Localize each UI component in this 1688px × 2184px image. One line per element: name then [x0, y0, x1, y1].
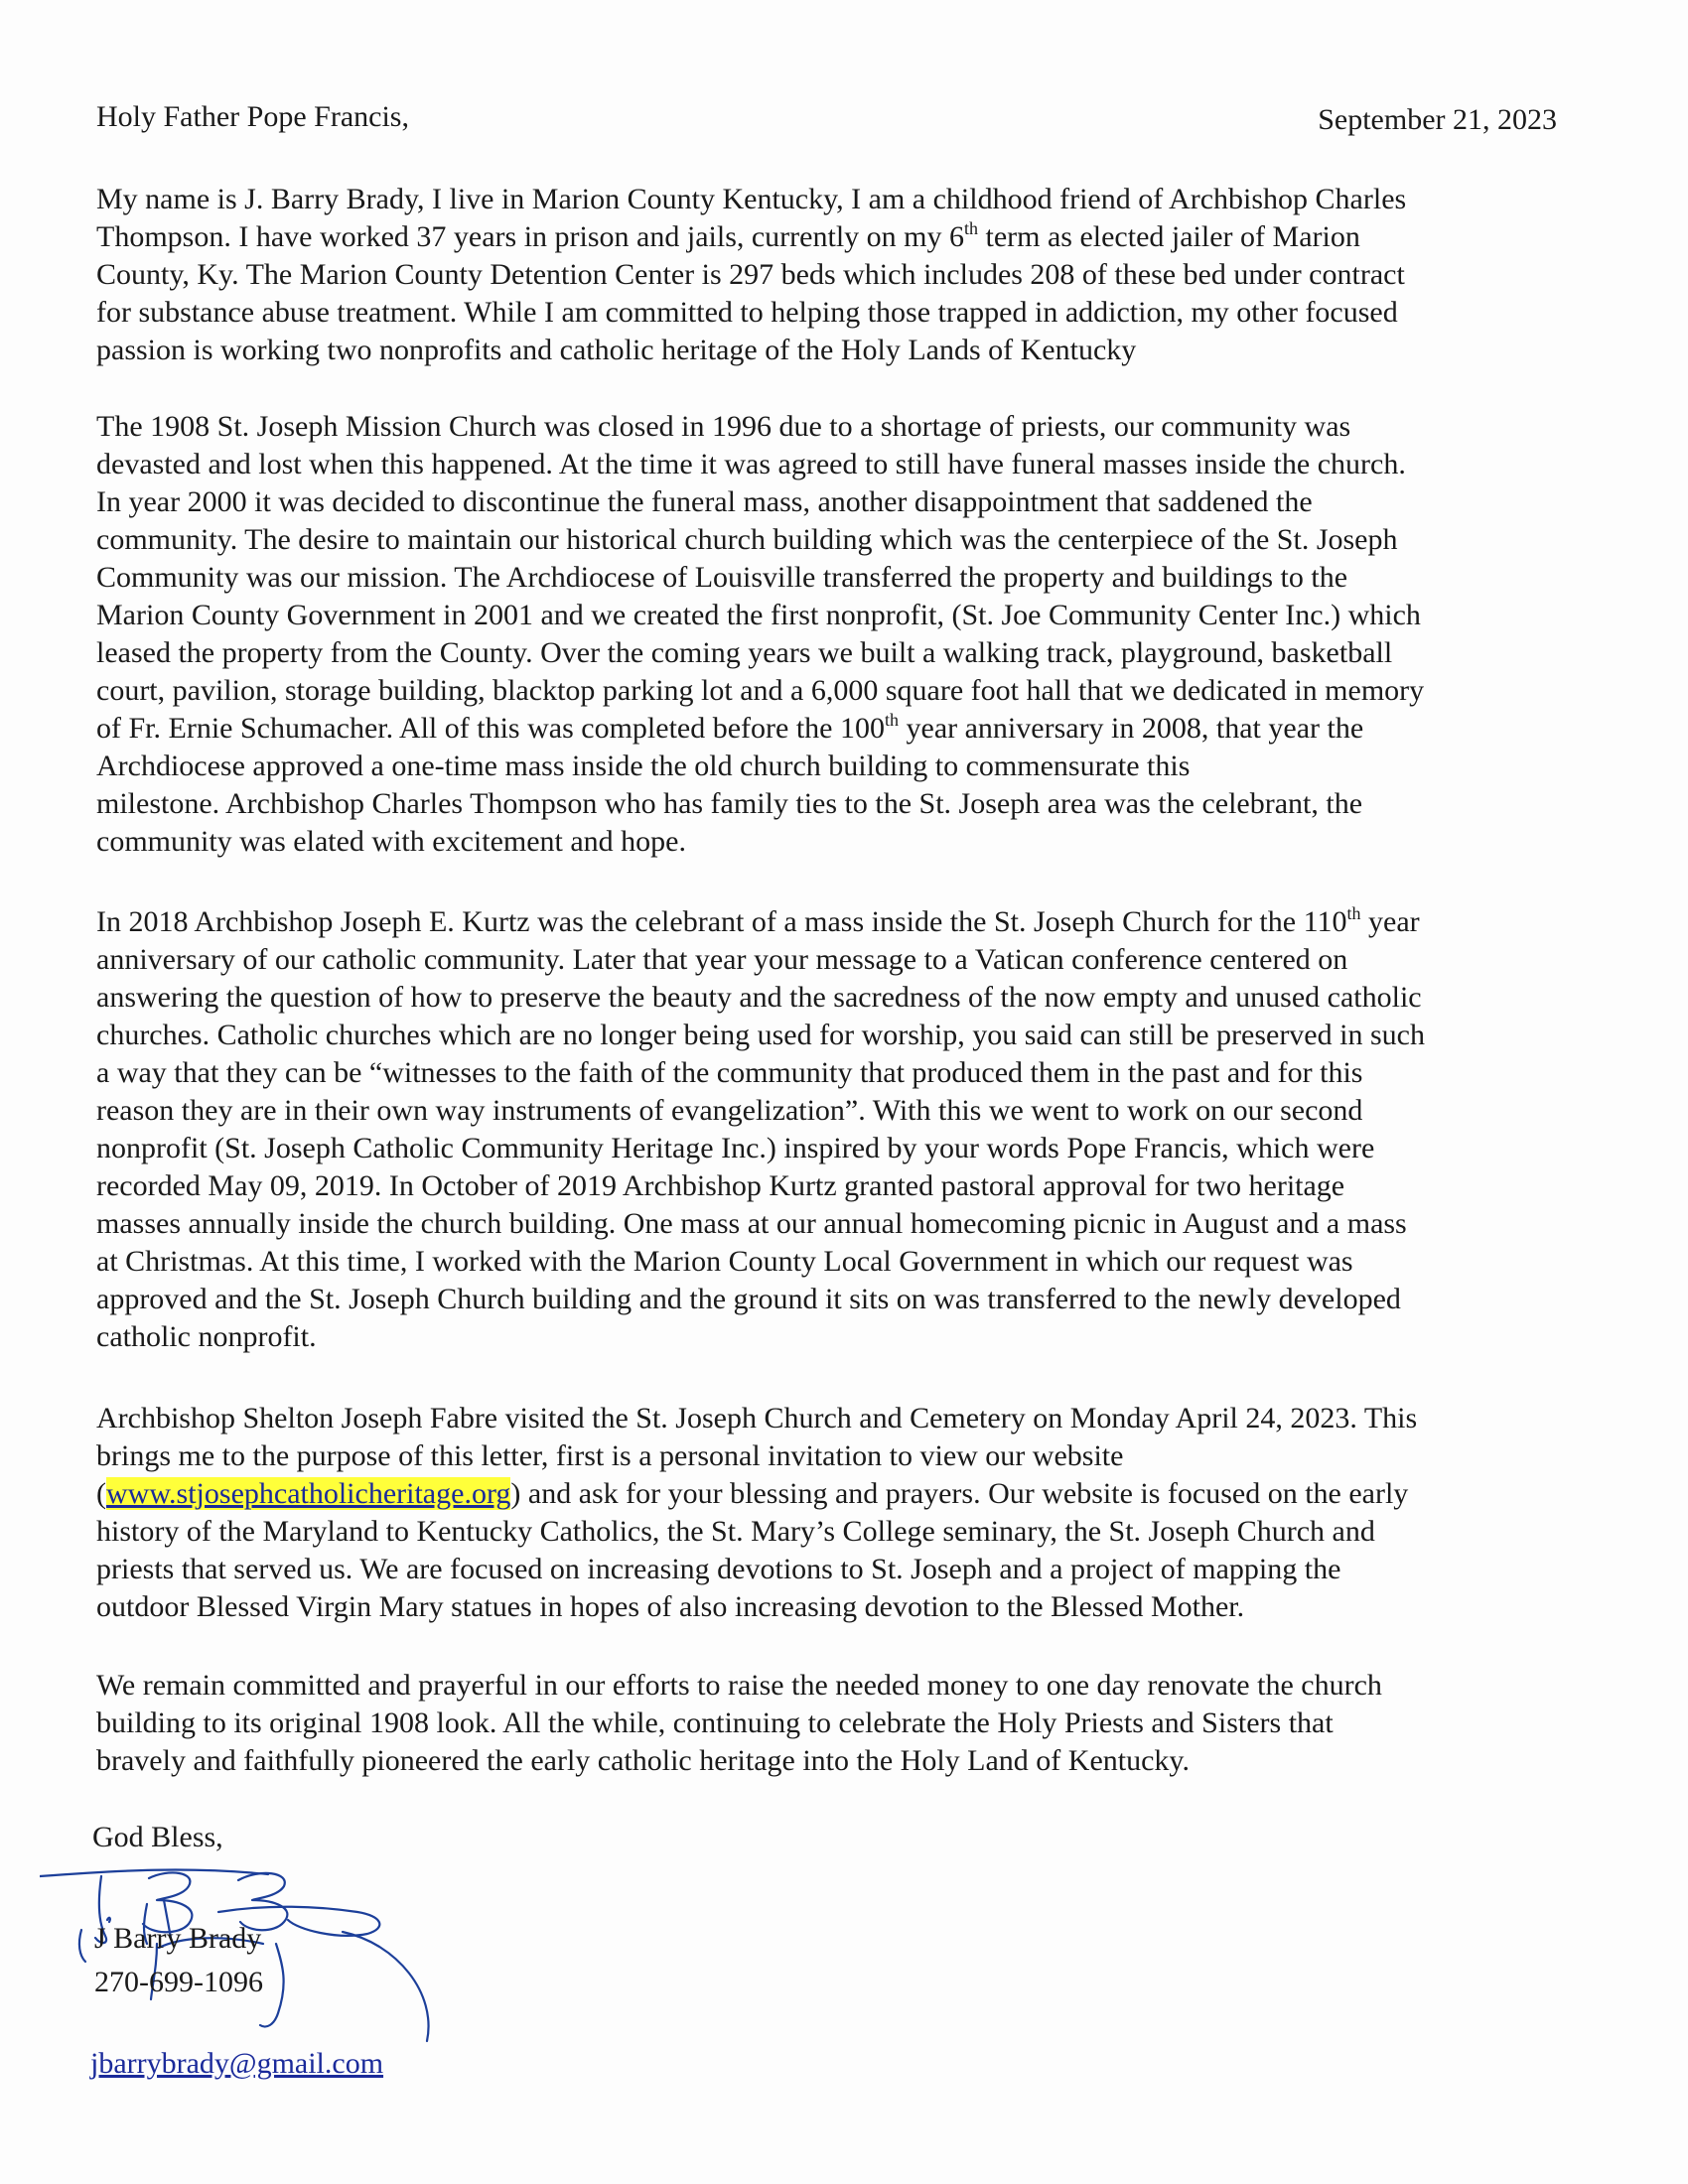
signer-email-link[interactable]: jbarrybrady@gmail.com: [90, 2047, 384, 2080]
p3-line-5: a way that they can be “witnesses to the faith of the community that produced them in the past and for this: [96, 1056, 1363, 1089]
superscript: th: [884, 710, 899, 730]
p3-line-10: at Christmas. At this time, I worked with the Marion County Local Government in which our request was: [96, 1245, 1353, 1278]
p1-line-5: passion is working two nonprofits and catholic heritage of the Holy Lands of Kentucky: [96, 334, 1137, 366]
p2-line-4: community. The desire to maintain our historical church building which was the centerpiece of the St. Joseph: [96, 523, 1398, 556]
p2-line-10: Archdiocese approved a one-time mass inside the old church building to commensurate this: [96, 750, 1191, 782]
salutation: Holy Father Pope Francis,: [96, 100, 409, 133]
p4-line-2: brings me to the purpose of this letter, first is a personal invitation to view our website: [96, 1439, 1124, 1472]
signer-phone: 270-699-1096: [94, 1966, 263, 1998]
superscript: th: [963, 218, 978, 238]
p4-line-6: outdoor Blessed Virgin Mary statues in hopes of also increasing devotion to the Blessed Mother.: [96, 1590, 1245, 1623]
closing: God Bless,: [92, 1821, 223, 1853]
p1-line-3: County, Ky. The Marion County Detention Center is 297 beds which includes 208 of these bed under contract: [96, 258, 1405, 291]
p3-line-9: masses annually inside the church building. One mass at our annual homecoming picnic in August and a mass: [96, 1207, 1407, 1240]
p1-line-1: My name is J. Barry Brady, I live in Marion County Kentucky, I am a childhood friend of Archbishop Charles: [96, 183, 1407, 215]
p3-line-6: reason they are in their own way instruments of evangelization”. With this we went to work on our second: [96, 1094, 1363, 1127]
p2-line-3: In year 2000 it was decided to discontinue the funeral mass, another disappointment that saddened the: [96, 485, 1313, 518]
p3-line-7: nonprofit (St. Joseph Catholic Community Heritage Inc.) inspired by your words Pope Francis, which were: [96, 1132, 1375, 1164]
p3-line-3: answering the question of how to preserve the beauty and the sacredness of the now empty and unused catholic: [96, 981, 1422, 1014]
p3-line-2: anniversary of our catholic community. Later that year your message to a Vatican conference centered on: [96, 943, 1348, 976]
p4-line-1: Archbishop Shelton Joseph Fabre visited the St. Joseph Church and Cemetery on Monday April 24, 2023. This: [96, 1402, 1418, 1434]
p5-line-2: building to its original 1908 look. All the while, continuing to celebrate the Holy Priests and Sisters that: [96, 1706, 1334, 1739]
website-link[interactable]: www.stjosephcatholicheritage.org: [106, 1477, 511, 1510]
p4-line-3: (www.stjosephcatholicheritage.org) and ask for your blessing and prayers. Our website is focused on the early: [96, 1477, 1409, 1510]
p2-line-6: Marion County Government in 2001 and we created the first nonprofit, (St. Joe Community Center Inc.) which: [96, 599, 1421, 631]
p4-line-5: priests that served us. We are focused on increasing devotions to St. Joseph and a project of mapping the: [96, 1553, 1341, 1585]
p2-line-5: Community was our mission. The Archdiocese of Louisville transferred the property and buildings to the: [96, 561, 1348, 594]
p2-line-8: court, pavilion, storage building, blacktop parking lot and a 6,000 square foot hall that we dedicated in memory: [96, 674, 1425, 707]
p4-line-4: history of the Maryland to Kentucky Catholics, the St. Mary’s College seminary, the St. Joseph Church and: [96, 1515, 1375, 1548]
p2-line-9: of Fr. Ernie Schumacher. All of this was completed before the 100th year anniversary in 2008, that year the: [96, 710, 1364, 745]
p5-line-3: bravely and faithfully pioneered the early catholic heritage into the Holy Land of Kentucky.: [96, 1744, 1190, 1777]
p2-line-7: leased the property from the County. Over the coming years we built a walking track, playground, basketball: [96, 636, 1393, 669]
p3-line-4: churches. Catholic churches which are no longer being used for worship, you said can still be preserved in such: [96, 1019, 1425, 1051]
p1-line-2: Thompson. I have worked 37 years in prison and jails, currently on my 6th term as elected jailer of Marion: [96, 218, 1360, 253]
p2-line-12: community was elated with excitement and hope.: [96, 825, 686, 858]
p3-line-1: In 2018 Archbishop Joseph E. Kurtz was the celebrant of a mass inside the St. Joseph Church for the 110th year: [96, 903, 1420, 938]
p3-line-8: recorded May 09, 2019. In October of 2019 Archbishop Kurtz granted pastoral approval for two heritage: [96, 1169, 1345, 1202]
p2-line-11: milestone. Archbishop Charles Thompson who has family ties to the St. Joseph area was the celebrant, the: [96, 787, 1363, 820]
p1-line-4: for substance abuse treatment. While I am committed to helping those trapped in addiction, my other focused: [96, 296, 1398, 329]
p3-line-11: approved and the St. Joseph Church building and the ground it sits on was transferred to the newly developed: [96, 1283, 1401, 1315]
letter-date: September 21, 2023: [1318, 103, 1557, 136]
superscript: th: [1346, 903, 1361, 923]
p3-line-12: catholic nonprofit.: [96, 1320, 317, 1353]
p2-line-1: The 1908 St. Joseph Mission Church was closed in 1996 due to a shortage of priests, our community was: [96, 410, 1351, 443]
signer-name: J Barry Brady: [94, 1922, 262, 1955]
p2-line-2: devasted and lost when this happened. At the time it was agreed to still have funeral masses inside the church.: [96, 448, 1406, 480]
p5-line-1: We remain committed and prayerful in our efforts to raise the needed money to one day renovate the church: [96, 1669, 1382, 1702]
